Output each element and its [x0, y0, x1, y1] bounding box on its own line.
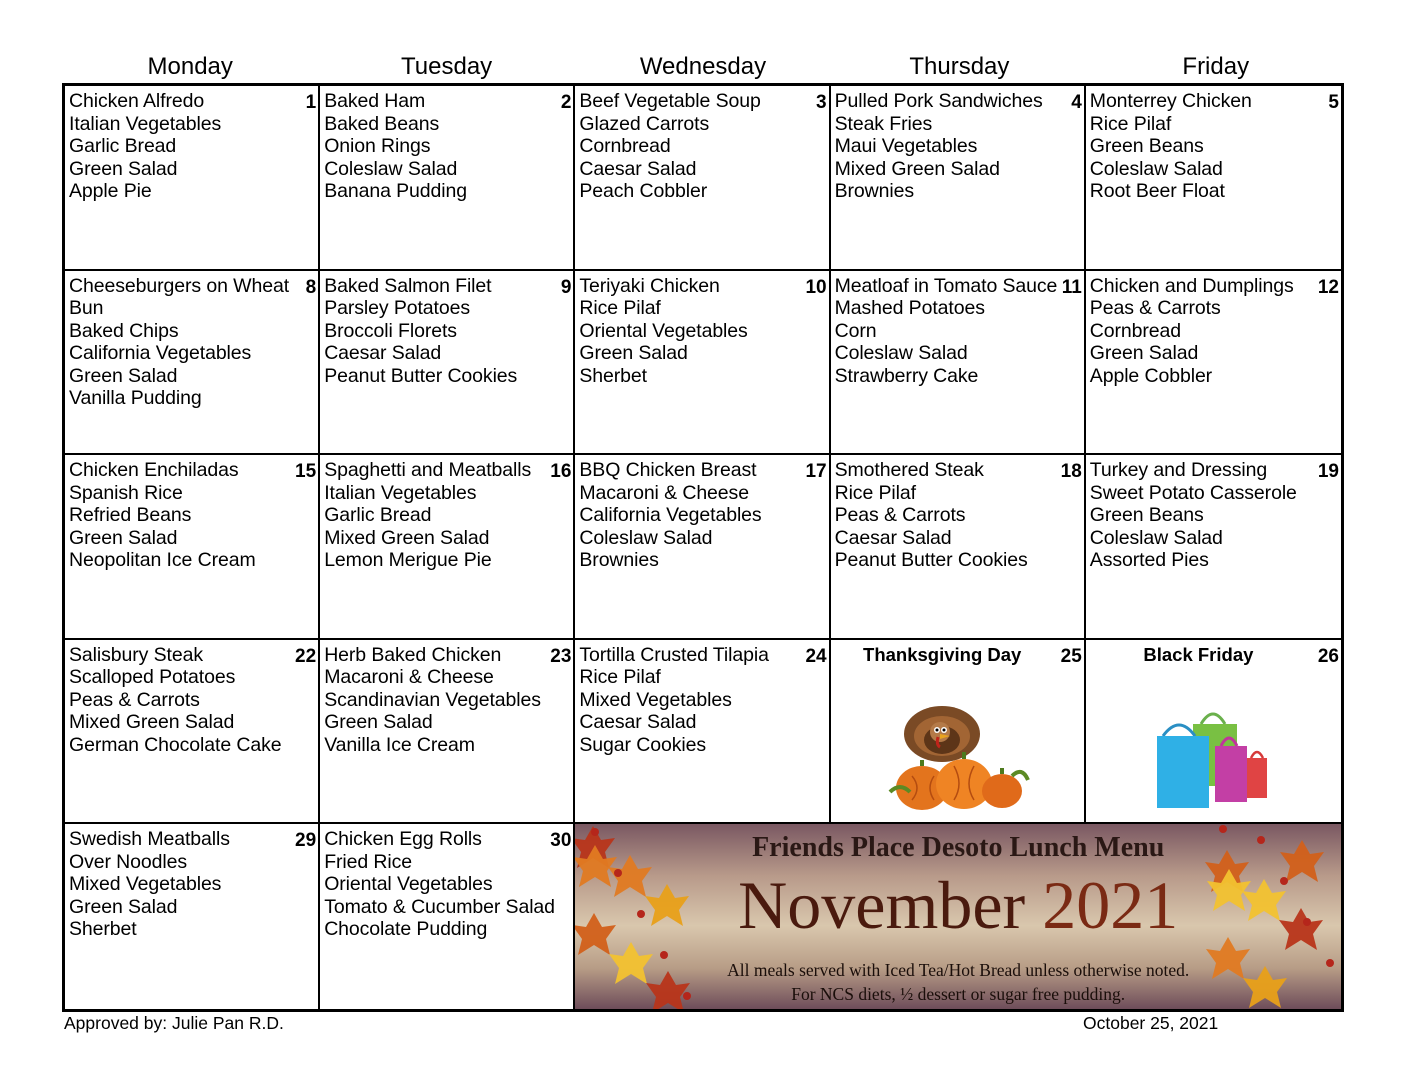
- menu-item: Sherbet: [69, 918, 137, 941]
- menu-item: Root Beer Float: [1089, 180, 1225, 202]
- menu-item: Cornbread: [1089, 319, 1182, 342]
- day-cell: [320, 824, 575, 1009]
- date-number: 10: [805, 276, 827, 298]
- menu-item: California Vegetables: [69, 342, 252, 365]
- menu-item: Smothered Steak: [834, 459, 984, 482]
- holiday-title: Black Friday: [1143, 643, 1254, 665]
- menu-item: Maui Vegetables: [834, 135, 978, 157]
- menu-item: Peas & Carrots: [1089, 297, 1221, 320]
- menu-item: Sweet Potato Casserole: [1089, 481, 1297, 504]
- menu-list: [579, 274, 827, 388]
- menu-item: Over Noodles: [69, 850, 188, 873]
- menu-item: Caesar Salad: [324, 342, 442, 365]
- menu-item: Peas & Carrots: [834, 504, 966, 527]
- date-number: 3: [816, 92, 827, 113]
- day-cell: [65, 86, 320, 271]
- menu-item: Coleslaw Salad: [1089, 526, 1223, 549]
- date-number: 1: [305, 92, 317, 113]
- menu-item: Green Salad: [69, 526, 178, 549]
- day-cell: [320, 86, 575, 271]
- menu-item: Monterrey Chicken: [1089, 90, 1252, 112]
- day-friday: Friday: [1182, 53, 1250, 80]
- menu-item: Green Salad: [1089, 342, 1199, 365]
- banner-note-ncs: For NCS diets, ½ dessert or sugar free pudding.: [791, 984, 1126, 1005]
- menu-item: Brownies: [834, 180, 914, 202]
- menu-list: [835, 459, 1080, 572]
- day-cell: [320, 640, 575, 825]
- menu-item: Lemon Merigue Pie: [324, 549, 492, 572]
- menu-item: Corn: [834, 319, 877, 342]
- day-cell: [831, 86, 1086, 271]
- menu-item: Fried Rice: [324, 850, 413, 873]
- day-cell: [65, 271, 320, 456]
- menu-item: Coleslaw Salad: [834, 342, 968, 365]
- menu-item: Macaroni & Cheese: [579, 481, 749, 504]
- menu-list: [324, 643, 572, 757]
- date-number: 11: [1061, 276, 1082, 298]
- menu-item: Brownies: [579, 549, 659, 572]
- menu-list: [324, 275, 569, 388]
- menu-item: Scandinavian Vegetables: [324, 688, 541, 711]
- day-cell: [575, 640, 830, 825]
- menu-item: Baked Beans: [324, 112, 440, 135]
- menu-item: Green Salad: [69, 157, 178, 180]
- date-number: 24: [805, 645, 827, 667]
- menu-item: Turkey and Dressing: [1089, 459, 1268, 482]
- menu-item: Steak Fries: [834, 112, 933, 135]
- banner-title: Friends Place Desoto Lunch Menu: [752, 832, 1165, 864]
- menu-item: Green Salad: [69, 364, 178, 387]
- menu-item: Green Beans: [1089, 135, 1204, 157]
- menu-item: Glazed Carrots: [579, 112, 710, 135]
- menu-item: Coleslaw Salad: [324, 157, 458, 180]
- menu-item: Rice Pilaf: [1089, 112, 1172, 135]
- menu-item: Vanilla Pudding: [69, 387, 202, 410]
- menu-item: Scalloped Potatoes: [69, 666, 236, 689]
- menu-item: Oriental Vegetables: [579, 319, 748, 342]
- menu-item: Caesar Salad: [579, 711, 697, 734]
- menu-item: Assorted Pies: [1089, 549, 1209, 572]
- menu-item: Peach Cobbler: [579, 180, 708, 202]
- menu-item: California Vegetables: [579, 504, 762, 527]
- menu-item: Green Salad: [69, 895, 178, 918]
- menu-item: Bun: [69, 297, 104, 320]
- day-cell: [1086, 455, 1341, 640]
- day-cell: [320, 271, 575, 456]
- approved-by: Approved by: Julie Pan R.D.: [64, 1013, 284, 1033]
- menu-item: Oriental Vegetables: [324, 873, 493, 896]
- menu-item: Caesar Salad: [579, 157, 697, 180]
- menu-item: Vanilla Ice Cream: [324, 733, 475, 756]
- menu-list: [579, 643, 827, 757]
- menu-item: Banana Pudding: [324, 180, 468, 202]
- menu-item: Peas & Carrots: [69, 688, 200, 711]
- menu-item: Baked Salmon Filet: [324, 274, 492, 297]
- menu-list: [1090, 90, 1337, 203]
- date-number: 5: [1328, 92, 1339, 113]
- day-cell: [575, 271, 830, 456]
- menu-item: Italian Vegetables: [324, 481, 477, 504]
- menu-item: Spaghetti and Meatballs: [324, 459, 532, 482]
- day-cell: [1086, 86, 1341, 271]
- day-cell: [65, 824, 320, 1009]
- menu-list: [835, 90, 1080, 203]
- menu-item: Chicken Enchiladas: [69, 459, 239, 482]
- date-number: 22: [295, 645, 317, 667]
- date-number: 18: [1060, 461, 1082, 483]
- menu-item: BBQ Chicken Breast: [579, 459, 757, 482]
- menu-item: Neopolitan Ice Cream: [69, 549, 256, 572]
- banner-month: November: [738, 867, 1026, 944]
- menu-item: Mixed Green Salad: [69, 711, 235, 734]
- menu-item: Herb Baked Chicken: [324, 643, 502, 666]
- menu-list: [324, 828, 572, 941]
- revision-date: October 25, 2021: [1083, 1013, 1219, 1033]
- menu-list: [69, 828, 317, 941]
- menu-item: Mixed Vegetables: [69, 873, 222, 896]
- day-cell: [831, 640, 1086, 825]
- day-cell: [65, 640, 320, 825]
- menu-calendar: [62, 83, 1344, 1012]
- date-number: 23: [550, 645, 572, 667]
- menu-item: Mixed Green Salad: [324, 526, 490, 549]
- day-thursday: Thursday: [909, 53, 1010, 80]
- menu-item: Rice Pilaf: [579, 297, 661, 320]
- menu-item: Meatloaf in Tomato Sauce: [834, 274, 1058, 297]
- menu-list: [579, 459, 827, 572]
- menu-item: Pulled Pork Sandwiches: [834, 90, 1043, 112]
- date-number: 4: [1071, 92, 1082, 113]
- menu-item: Sherbet: [579, 364, 647, 387]
- weekday-header: [62, 52, 1344, 82]
- date-number: 12: [1317, 276, 1339, 298]
- menu-item: German Chocolate Cake: [69, 733, 282, 756]
- holiday-title: Thanksgiving Day: [863, 643, 1022, 665]
- shopping-bags-icon: [1153, 706, 1273, 815]
- menu-list: [579, 90, 824, 203]
- menu-list: [69, 275, 314, 410]
- menu-item: Rice Pilaf: [579, 666, 661, 689]
- day-tuesday: Tuesday: [401, 53, 493, 80]
- menu-list: [324, 90, 569, 203]
- menu-item: Peanut Butter Cookies: [324, 364, 518, 387]
- date-number: 17: [805, 461, 827, 483]
- menu-item: Chicken Egg Rolls: [324, 828, 482, 851]
- menu-item: Rice Pilaf: [834, 481, 916, 504]
- date-number: 15: [295, 461, 317, 483]
- day-cell: [320, 455, 575, 640]
- day-cell: [575, 86, 830, 271]
- day-cell: [831, 455, 1086, 640]
- menu-item: Mixed Green Salad: [834, 157, 1000, 180]
- day-cell: [1086, 640, 1341, 825]
- menu-item: Salisbury Steak: [69, 643, 203, 666]
- menu-item: Caesar Salad: [834, 526, 952, 549]
- menu-item: Baked Chips: [69, 319, 179, 342]
- banner-month-year: [575, 866, 1341, 945]
- date-number: 2: [560, 92, 572, 113]
- menu-list: [1090, 459, 1337, 572]
- day-wednesday: Wednesday: [639, 53, 767, 80]
- menu-item: Cornbread: [579, 135, 671, 157]
- menu-item: Swedish Meatballs: [69, 828, 230, 851]
- menu-item: Broccoli Florets: [324, 319, 457, 342]
- menu-item: Strawberry Cake: [834, 364, 979, 387]
- day-cell: [1086, 271, 1341, 456]
- menu-item: Beef Vegetable Soup: [579, 90, 761, 112]
- date-number: 30: [550, 830, 572, 852]
- menu-item: Chicken and Dumplings: [1089, 274, 1294, 297]
- date-number: 9: [560, 276, 572, 298]
- menu-list: [69, 459, 317, 572]
- date-number: 16: [550, 461, 572, 483]
- menu-item: Spanish Rice: [69, 481, 183, 504]
- banner-note: All meals served with Iced Tea/Hot Bread unless otherwise noted.: [727, 960, 1190, 981]
- menu-banner: [575, 824, 1341, 1009]
- menu-item: Baked Ham: [324, 90, 426, 112]
- menu-item: Apple Cobbler: [1089, 364, 1213, 387]
- menu-item: Chicken Alfredo: [69, 90, 205, 112]
- menu-item: Mashed Potatoes: [834, 297, 985, 320]
- day-cell: [831, 271, 1086, 456]
- menu-item: Cheeseburgers on Wheat: [69, 274, 290, 297]
- day-monday: Monday: [147, 53, 233, 80]
- menu-item: Refried Beans: [69, 504, 192, 527]
- day-cell: [65, 455, 320, 640]
- date-number: 19: [1317, 461, 1339, 483]
- menu-item: Italian Vegetables: [69, 112, 222, 135]
- menu-item: Parsley Potatoes: [324, 297, 470, 320]
- menu-item: Coleslaw Salad: [579, 526, 713, 549]
- menu-item: Apple Pie: [69, 180, 152, 202]
- menu-item: Mixed Vegetables: [579, 688, 732, 711]
- date-number: 26: [1317, 645, 1339, 667]
- menu-item: Tomato & Cucumber Salad: [324, 895, 555, 918]
- menu-list: [1090, 275, 1337, 388]
- date-number: 25: [1060, 645, 1082, 667]
- menu-item: Green Salad: [324, 711, 433, 734]
- menu-item: Coleslaw Salad: [1089, 157, 1223, 180]
- date-number: 8: [305, 276, 317, 298]
- menu-item: Chocolate Pudding: [324, 918, 488, 941]
- menu-item: Peanut Butter Cookies: [834, 549, 1028, 572]
- menu-item: Tortilla Crusted Tilapia: [579, 643, 769, 666]
- menu-item: Green Salad: [579, 342, 688, 365]
- menu-list: [324, 459, 572, 572]
- menu-item: Green Beans: [1089, 504, 1204, 527]
- menu-item: Onion Rings: [324, 135, 431, 157]
- menu-list: [69, 90, 314, 203]
- banner-year: 2021: [1042, 867, 1179, 944]
- day-cell: [575, 455, 830, 640]
- menu-item: Macaroni & Cheese: [324, 666, 494, 689]
- menu-list: [835, 275, 1080, 388]
- menu-item: Sugar Cookies: [579, 733, 706, 756]
- menu-list: [69, 643, 317, 757]
- menu-item: Garlic Bread: [69, 135, 177, 157]
- menu-item: Garlic Bread: [324, 504, 432, 527]
- turkey-pumpkins-icon: [882, 696, 1032, 819]
- date-number: 29: [295, 830, 317, 852]
- menu-item: Teriyaki Chicken: [579, 274, 720, 297]
